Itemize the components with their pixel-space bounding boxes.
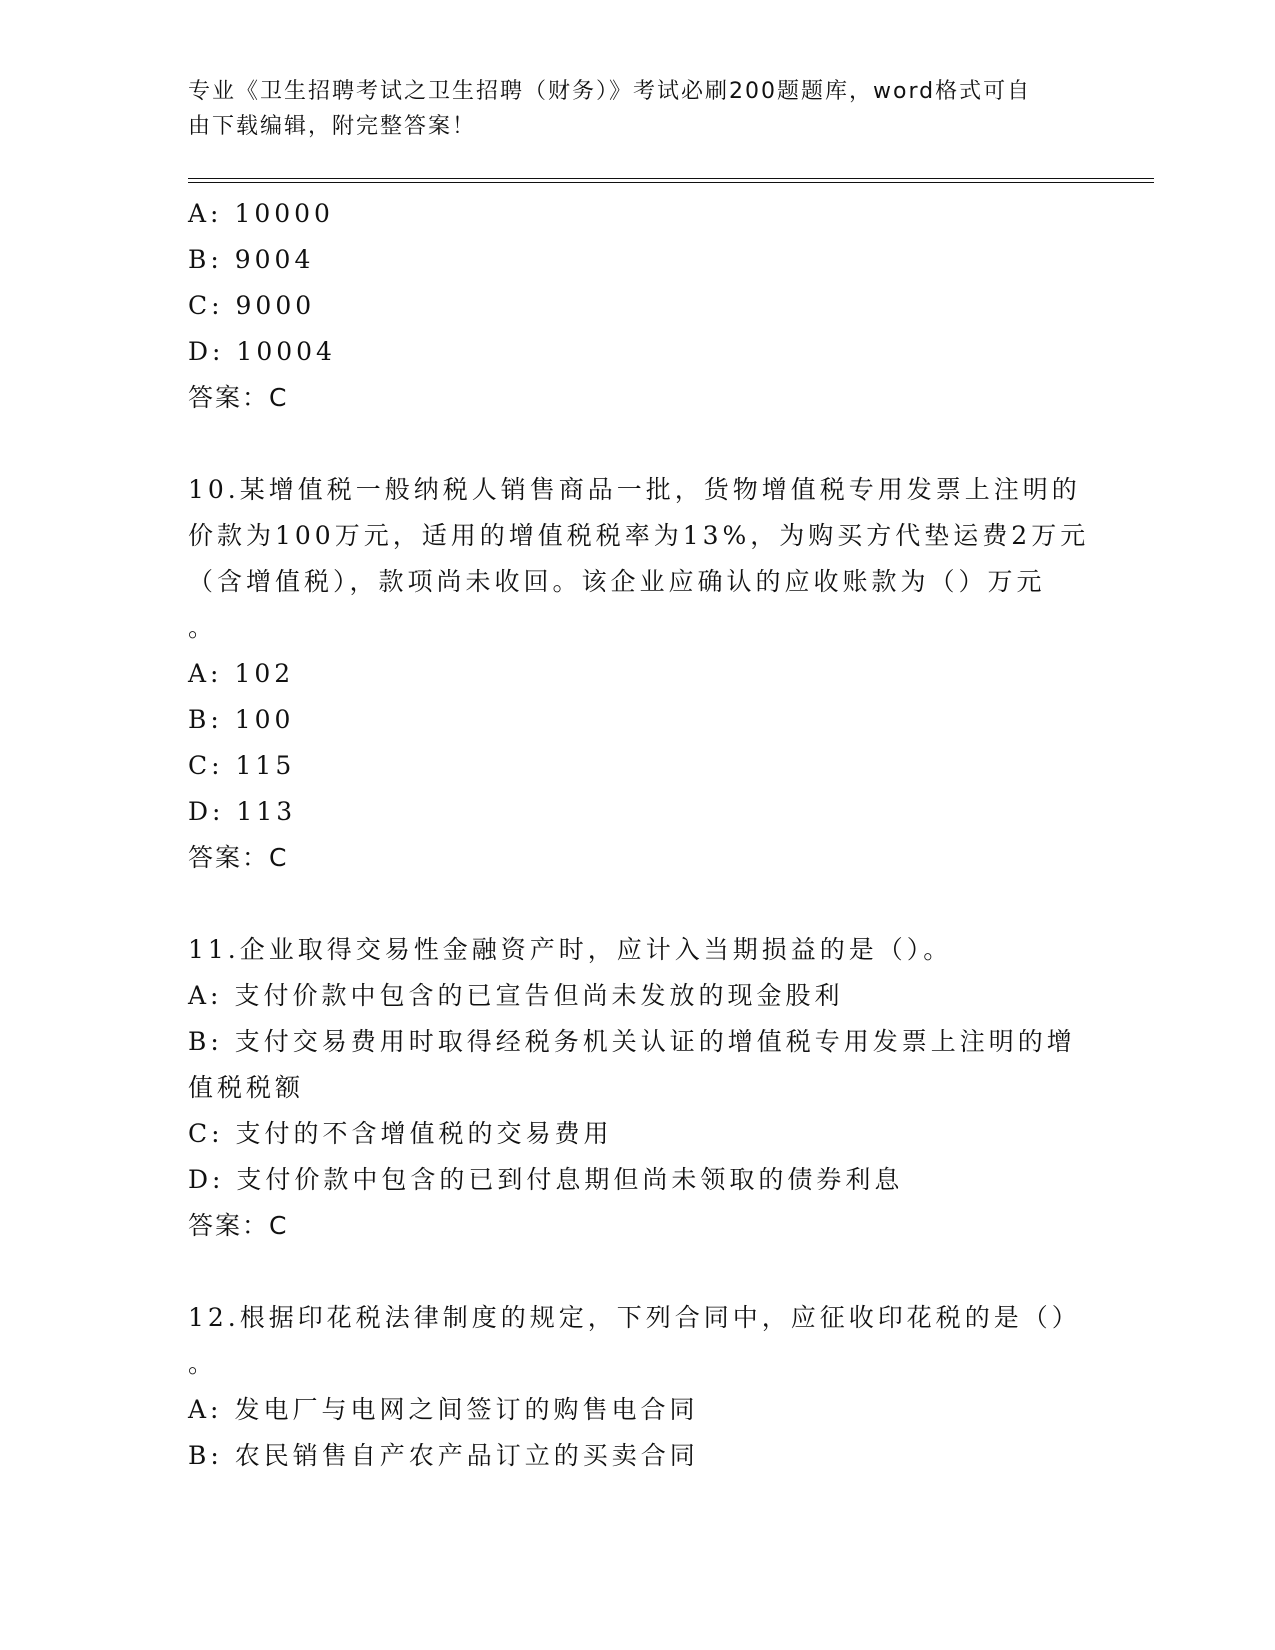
answer-line: 答案：C <box>188 383 289 412</box>
option-label: C: <box>188 751 224 780</box>
header-title-line-2: 由下载编辑，附完整答案！ <box>188 114 477 139</box>
option-text: 10000 <box>234 199 334 228</box>
option-text: 10004 <box>236 337 336 366</box>
option-b <box>188 1433 1088 1479</box>
option-label: A: <box>188 659 223 688</box>
option-label: A: <box>188 199 223 228</box>
option-d <box>188 789 1088 835</box>
option-text: 102 <box>234 659 295 688</box>
option-b <box>188 237 1088 283</box>
option-text: 支付价款中包含的已到付息期但尚未领取的债券利息 <box>236 1165 904 1194</box>
option-label: B: <box>188 1027 223 1056</box>
option-label: A: <box>188 1395 223 1424</box>
option-label: A: <box>188 981 223 1010</box>
option-d <box>188 1157 1088 1203</box>
option-c <box>188 743 1088 789</box>
question-stem: 11.企业取得交易性金融资产时，应计入当期损益的是（）。 <box>188 935 953 964</box>
option-label: D: <box>188 337 225 366</box>
option-c <box>188 283 1088 329</box>
option-label: C: <box>188 1119 224 1148</box>
question-stem-line: （含增值税），款项尚未收回。该企业应确认的应收账款为（）万元 <box>188 567 1046 596</box>
question-12 <box>188 1295 1088 1479</box>
answer-line: 答案：C <box>188 1211 289 1240</box>
option-text: 9000 <box>235 291 316 320</box>
option-a <box>188 651 1088 697</box>
option-label: D: <box>188 1165 225 1194</box>
question-stem-line: 。 <box>188 1349 218 1378</box>
option-a <box>188 1387 1088 1433</box>
question-list <box>188 191 1088 1479</box>
question-11 <box>188 927 1088 1249</box>
answer-line: 答案：C <box>188 843 289 872</box>
question-stem-line: 。 <box>188 613 218 642</box>
option-text: 支付交易费用时取得经税务机关认证的增值税专用发票上注明的增 <box>234 1027 1076 1056</box>
option-text: 100 <box>234 705 295 734</box>
option-text: 支付的不含增值税的交易费用 <box>235 1119 613 1148</box>
question-stem-line: 10.某增值税一般纳税人销售商品一批，货物增值税专用发票上注明的 <box>188 475 1081 504</box>
option-text: 113 <box>236 797 297 826</box>
option-a <box>188 191 1088 237</box>
question-stem-line: 价款为100万元，适用的增值税税率为13%，为购买方代垫运费2万元 <box>188 521 1090 550</box>
option-b-continuation: 值税税额 <box>188 1073 305 1102</box>
option-text: 115 <box>235 751 296 780</box>
option-d <box>188 329 1088 375</box>
option-label: B: <box>188 1441 223 1470</box>
question-stem-line: 12.根据印花税法律制度的规定，下列合同中，应征收印花税的是（） <box>188 1303 1081 1332</box>
option-c <box>188 1111 1088 1157</box>
header-rule-thin <box>188 182 1154 183</box>
header-rule-thick <box>188 178 1154 179</box>
option-label: C: <box>188 291 224 320</box>
option-b <box>188 1019 1088 1065</box>
option-text: 农民销售自产农产品订立的买卖合同 <box>234 1441 699 1470</box>
option-label: B: <box>188 245 223 274</box>
option-text: 支付价款中包含的已宣告但尚未发放的现金股利 <box>234 981 844 1010</box>
option-text: 9004 <box>234 245 315 274</box>
option-label: D: <box>188 797 225 826</box>
option-a <box>188 973 1088 1019</box>
question-spacer <box>188 881 1088 927</box>
question-spacer <box>188 1249 1088 1295</box>
question-prev <box>188 191 1088 421</box>
document-header <box>188 74 1068 144</box>
option-text: 发电厂与电网之间签订的购售电合同 <box>234 1395 699 1424</box>
option-b <box>188 697 1088 743</box>
question-spacer <box>188 421 1088 467</box>
option-label: B: <box>188 705 223 734</box>
question-10 <box>188 467 1088 881</box>
header-title-line-1: 专业《卫生招聘考试之卫生招聘（财务）》考试必刷200题题库，word格式可自 <box>188 79 1032 104</box>
